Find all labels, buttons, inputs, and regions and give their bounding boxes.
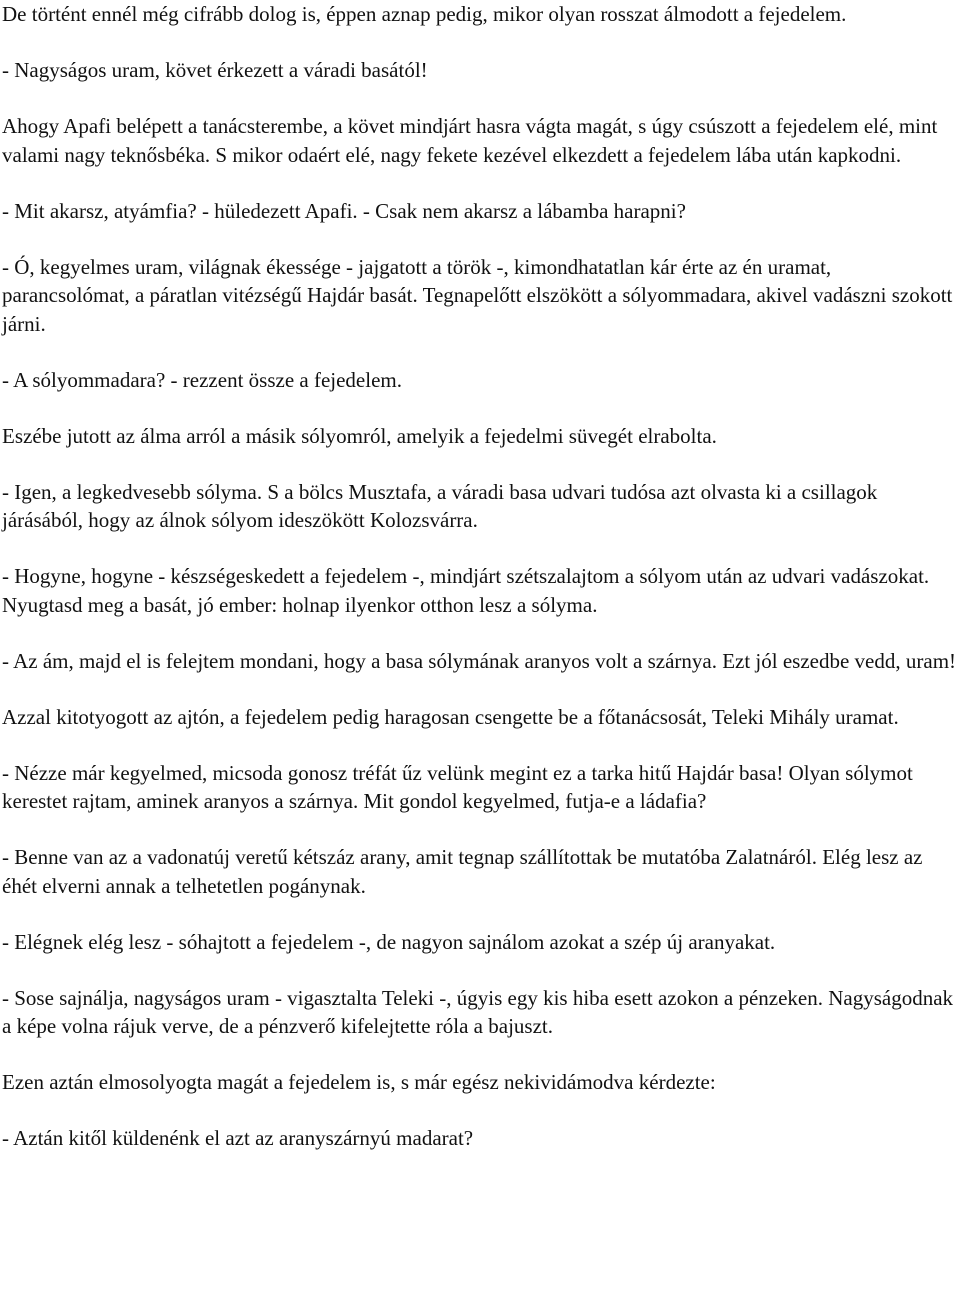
paragraph: - Nézze már kegyelmed, micsoda gonosz tréfát űz velünk megint ez a tarka hitű Hajdár basa! Olyan sólymot kerestet rajtam, aminek aranyos a szárnya. Mit gondol kegyelmed, futja-e a ládafia? [2,760,913,813]
document-page [2,0,958,1180]
paragraph: - Aztán kitől küldenénk el azt az aranyszárnyú madarat? [2,1126,474,1150]
paragraph: De történt ennél még cifrább dolog is, éppen aznap pedig, mikor olyan rosszat álmodott a fejedelem. [2,2,847,26]
paragraph: - Benne van az a vadonatúj veretű kétszáz arany, amit tegnap szállítottak be mutatóba Zalatnáról. Elég lesz az éhét elverni annak a telhetetlen pogánynak. [2,845,923,898]
paragraph: Ezen aztán elmosolyogta magát a fejedelem is, s már egész nekividámodva kérdezte: [2,1070,716,1094]
paragraph: - Igen, a legkedvesebb sólyma. S a bölcs Musztafa, a váradi basa udvari tudósa azt olvasta ki a csillagok járásából, hogy az álnok sólyom ideszökött Kolozsvárra. [2,479,878,532]
paragraph: - Elégnek elég lesz - sóhajtott a fejedelem -, de nagyon sajnálom azokat a szép új aranyakat. [2,929,776,954]
paragraph: - Az ám, majd el is felejtem mondani, hogy a basa sólymának aranyos volt a szárnya. Ezt jól eszedbe vedd, uram! [2,648,957,673]
paragraph: Ahogy Apafi belépett a tanácsterembe, a követ mindjárt hasra vágta magát, s úgy csúszott a fejedelem elé, mint valami nagy teknősbéka. S mikor odaért elé, nagy fekete kezével elkezdett a fejedelem lába után kapkodni. [2,114,938,167]
paragraph: - Hogyne, hogyne - készségeskedett a fejedelem -, mindjárt szétszalajtom a sólyom után az udvari vadászokat. Nyugtasd meg a basát, jó ember: holnap ilyenkor otthon lesz a sólyma. [2,564,930,617]
paragraph: Eszébe jutott az álma arról a másik sólyomról, amelyik a fejedelmi süvegét elrabolta. [2,423,717,448]
paragraph: - Nagyságos uram, követ érkezett a váradi basától! [2,58,428,82]
paragraph: - A sólyommadara? - rezzent össze a fejedelem. [2,367,402,392]
paragraph: Azzal kitotyogott az ajtón, a fejedelem pedig haragosan csengette be a főtanácsosát, Teleki Mihály uramat. [2,704,899,729]
paragraph: - Sose sajnálja, nagyságos uram - vigasztalta Teleki -, úgyis egy kis hiba esett azokon a pénzeken. Nagyságodnak a képe volna rájuk verve, de a pénzverő kifelejtette róla a bajuszt. [2,985,954,1038]
paragraph: - Ó, kegyelmes uram, világnak ékessége - jajgatott a török -, kimondhatatlan kár érte az én uramat, parancsolómat, a páratlan vitézségű Hajdár basát. Tegnapelőtt elszökött a sólyommadara, akivel vadászni szokott járni. [2,254,953,336]
paragraph: - Mit akarsz, atyámfia? - hüledezett Apafi. - Csak nem akarsz a lábamba harapni? [2,198,686,223]
